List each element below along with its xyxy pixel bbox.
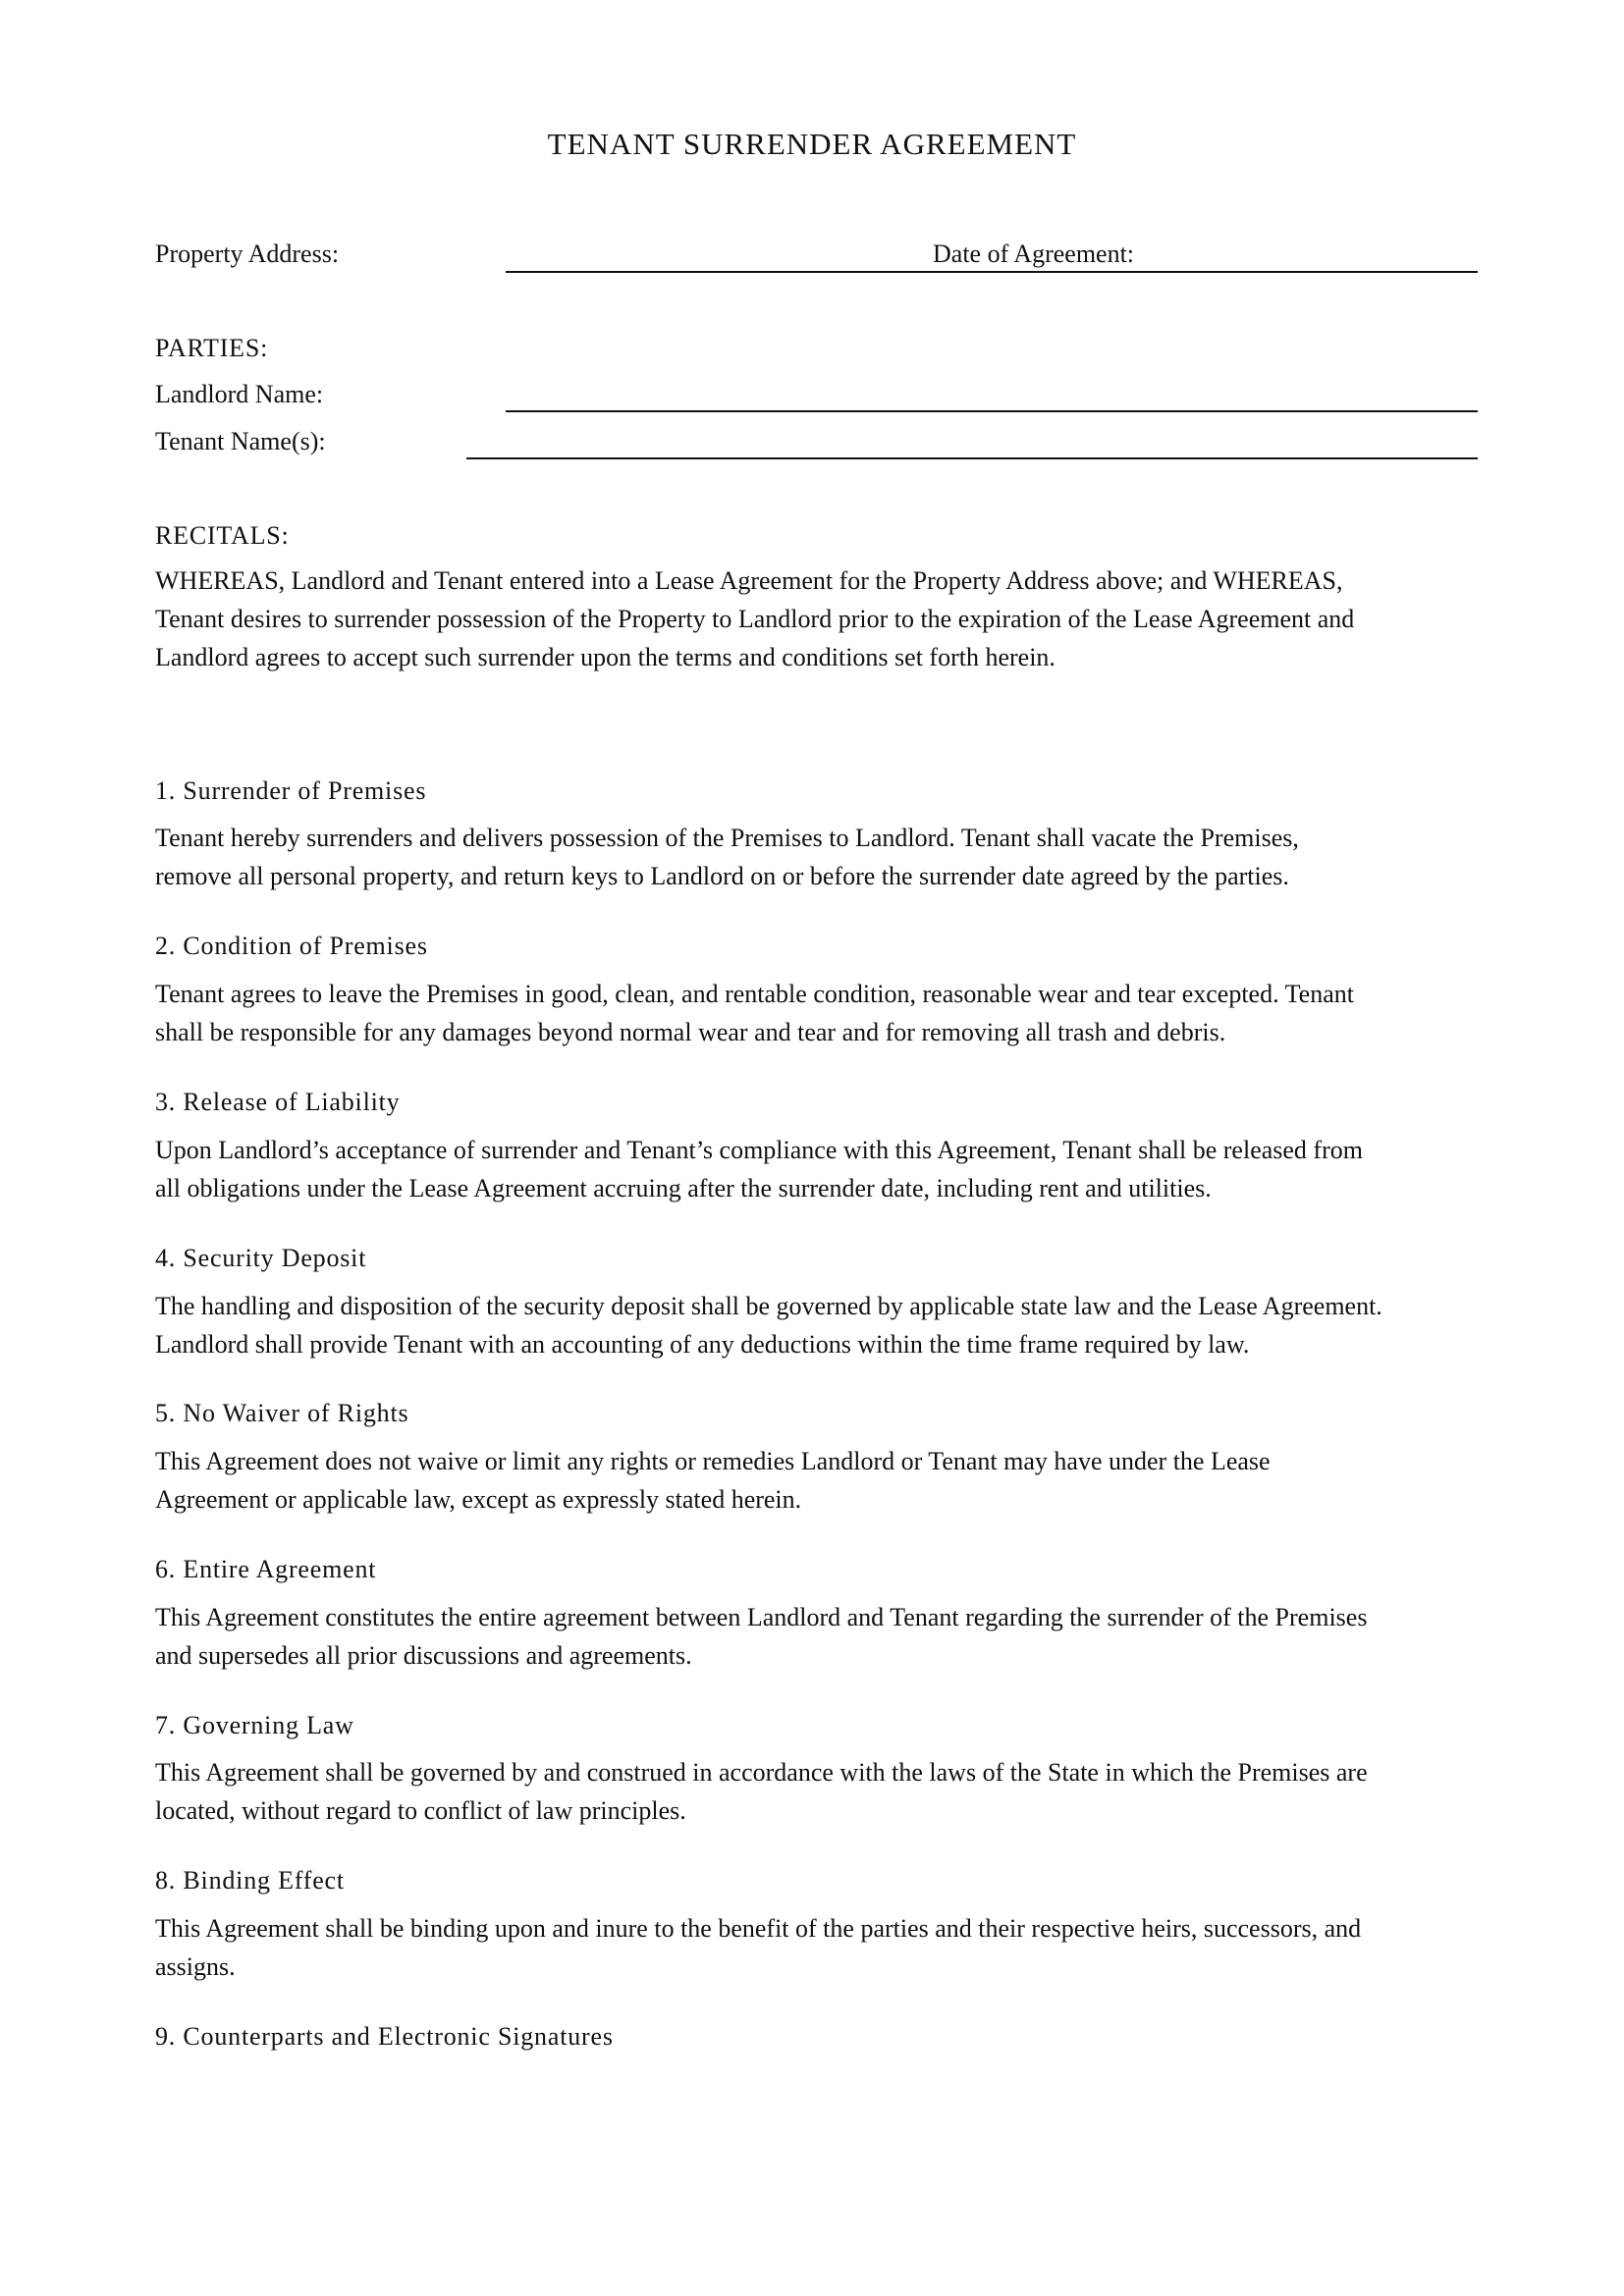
section-line: Landlord shall provide Tenant with an accounting of any deductions within the time frame required by law. xyxy=(155,1330,1250,1359)
section-heading-surrender: 1. Surrender of Premises xyxy=(155,776,427,805)
section-line: Agreement or applicable law, except as expressly stated herein. xyxy=(155,1485,802,1514)
property-address-line[interactable] xyxy=(506,271,1478,273)
section-line: This Agreement shall be governed by and construed in accordance with the laws of the State in which the Premises are xyxy=(155,1758,1368,1787)
section-body-binding-effect xyxy=(155,1909,1490,1986)
section-heading-binding-effect: 8. Binding Effect xyxy=(155,1866,345,1895)
recitals-paragraph xyxy=(155,561,1490,676)
tenant-names-label: Tenant Name(s): xyxy=(155,427,326,455)
section-body-entire-agreement xyxy=(155,1598,1490,1675)
section-body-release xyxy=(155,1131,1490,1207)
section-heading-no-waiver: 5. No Waiver of Rights xyxy=(155,1399,409,1427)
document-title: TENANT SURRENDER AGREEMENT xyxy=(547,127,1077,161)
section-line: This Agreement shall be binding upon and inure to the benefit of the parties and their respective heirs, successors, and xyxy=(155,1914,1362,1943)
recitals-line: WHEREAS, Landlord and Tenant entered into a Lease Agreement for the Property Address above; and WHEREAS, xyxy=(155,566,1343,595)
section-line: remove all personal property, and return keys to Landlord on or before the surrender date agreed by the parties. xyxy=(155,862,1289,890)
section-line: Tenant hereby surrenders and delivers possession of the Premises to Landlord. Tenant shall vacate the Premises, xyxy=(155,824,1299,852)
section-body-security-deposit xyxy=(155,1287,1490,1363)
section-line: Tenant agrees to leave the Premises in good, clean, and rentable condition, reasonable wear and tear excepted. Tenant xyxy=(155,980,1354,1008)
recitals-label: RECITALS: xyxy=(155,521,290,550)
section-line: and supersedes all prior discussions and agreements. xyxy=(155,1641,692,1670)
section-heading-counterparts: 9. Counterparts and Electronic Signatures xyxy=(155,2022,614,2051)
section-body-no-waiver xyxy=(155,1442,1490,1519)
section-heading-security-deposit: 4. Security Deposit xyxy=(155,1244,367,1272)
date-of-agreement-label: Date of Agreement: xyxy=(933,240,1135,268)
section-line: This Agreement does not waive or limit any rights or remedies Landlord or Tenant may have under the Lease xyxy=(155,1447,1271,1475)
section-line: shall be responsible for any damages beyond normal wear and tear and for removing all trash and debris. xyxy=(155,1018,1226,1046)
section-heading-entire-agreement: 6. Entire Agreement xyxy=(155,1555,377,1583)
section-body-governing-law xyxy=(155,1753,1490,1830)
landlord-name-label: Landlord Name: xyxy=(155,380,324,408)
section-line: The handling and disposition of the security deposit shall be governed by applicable state law and the Lease Agreement. xyxy=(155,1292,1382,1320)
section-heading-release: 3. Release of Liability xyxy=(155,1088,401,1116)
section-heading-condition: 2. Condition of Premises xyxy=(155,932,428,960)
landlord-name-line[interactable] xyxy=(506,410,1478,412)
property-address-label: Property Address: xyxy=(155,240,340,268)
section-body-surrender xyxy=(155,819,1490,895)
section-line: This Agreement constitutes the entire agreement between Landlord and Tenant regarding the surrender of the Premises xyxy=(155,1603,1368,1631)
section-line: assigns. xyxy=(155,1952,236,1981)
section-heading-governing-law: 7. Governing Law xyxy=(155,1711,354,1739)
tenant-names-line[interactable] xyxy=(466,457,1478,459)
section-line: all obligations under the Lease Agreement accruing after the surrender date, including rent and utilities. xyxy=(155,1174,1212,1202)
section-line: located, without regard to conflict of law principles. xyxy=(155,1796,686,1825)
section-line: Upon Landlord’s acceptance of surrender and Tenant’s compliance with this Agreement, Tenant shall be released from xyxy=(155,1136,1363,1164)
parties-label: PARTIES: xyxy=(155,334,269,362)
recitals-line: Landlord agrees to accept such surrender upon the terms and conditions set forth herein. xyxy=(155,643,1056,671)
section-body-condition xyxy=(155,975,1490,1051)
recitals-line: Tenant desires to surrender possession of the Property to Landlord prior to the expiration of the Lease Agreement and xyxy=(155,605,1355,633)
